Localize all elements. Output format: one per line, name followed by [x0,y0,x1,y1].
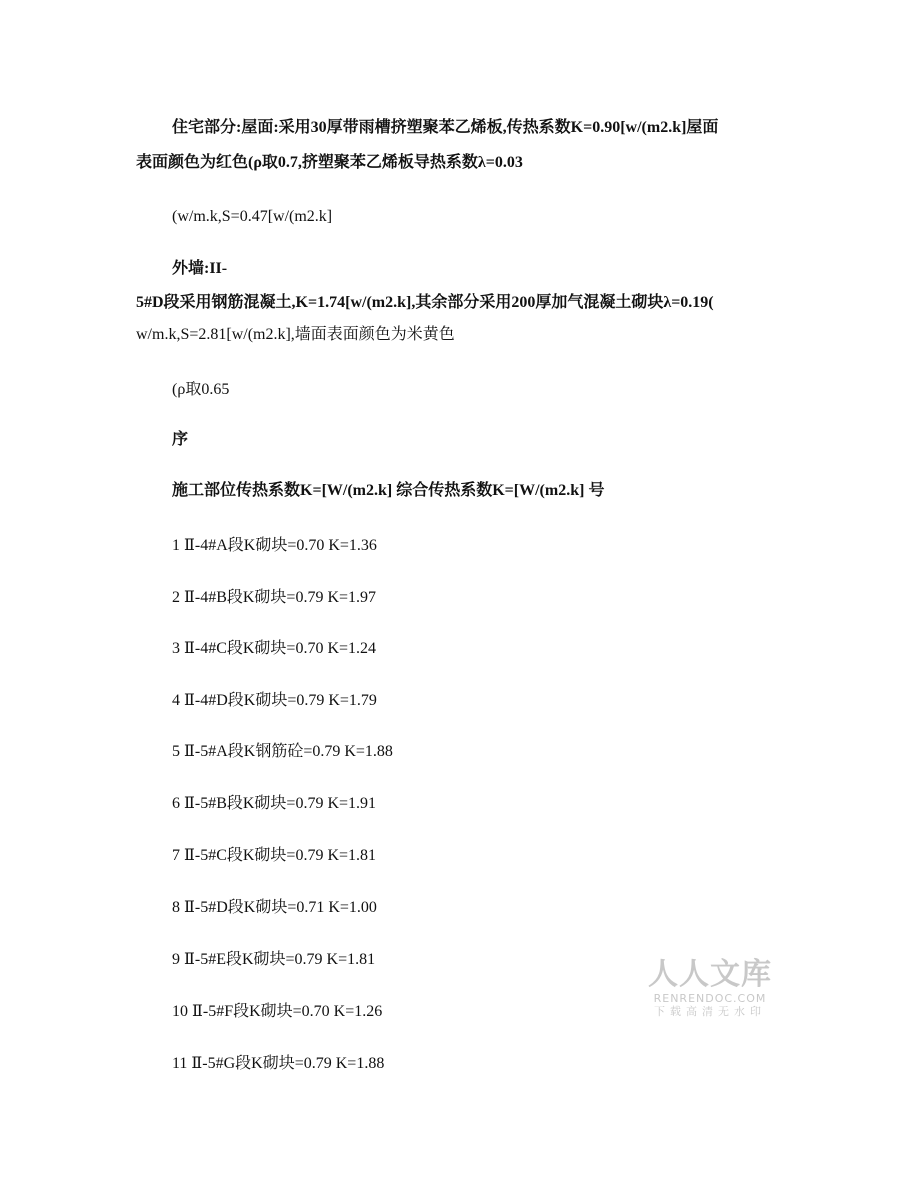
renrendoc-watermark [646,958,774,1024]
table-row: 7 Ⅱ-5#C段K砌块=0.79 K=1.81 [172,847,377,864]
table-header-row: 施工部位传热系数K=[W/(m2.k] 综合传热系数K=[W/(m2.k] 号 [172,482,605,499]
paragraph-wall-line-1: 5#D段采用钢筋混凝土,K=1.74[w/(m2.k],其余部分采用200厚加气混凝土砌块λ=0.19( [136,294,714,311]
watermark-subtitle: 下载高清无水印 [654,1005,766,1018]
table-row: 11 Ⅱ-5#G段K砌块=0.79 K=1.88 [172,1055,385,1072]
table-row: 6 Ⅱ-5#B段K砌块=0.79 K=1.91 [172,795,377,812]
table-row: 8 Ⅱ-5#D段K砌块=0.71 K=1.00 [172,899,377,916]
table-row: 10 Ⅱ-5#F段K砌块=0.70 K=1.26 [172,1003,383,1020]
watermark-title: 人人文库 [648,957,772,992]
table-row: 1 Ⅱ-4#A段K砌块=0.70 K=1.36 [172,537,377,554]
table-row: 4 Ⅱ-4#D段K砌块=0.79 K=1.79 [172,692,377,709]
paragraph-wall-heading: 外墙:II- [172,260,228,277]
paragraph-roof-line-1: 住宅部分:屋面:采用30厚带雨槽挤塑聚苯乙烯板,传热系数K=0.90[w/(m2.k]屋面 [172,119,719,136]
paragraph-roof-line-2: 表面颜色为红色(ρ取0.7,挤塑聚苯乙烯板导热系数λ=0.03 [136,154,523,171]
table-seq-header: 序 [172,431,189,448]
watermark-domain: RENRENDOC.COM [653,992,767,1005]
table-row: 5 Ⅱ-5#A段K钢筋砼=0.79 K=1.88 [172,743,393,760]
table-row: 2 Ⅱ-4#B段K砌块=0.79 K=1.97 [172,589,377,606]
table-row: 3 Ⅱ-4#C段K砌块=0.70 K=1.24 [172,640,377,657]
paragraph-wall-line-2: w/m.k,S=2.81[w/(m2.k],墙面表面颜色为米黄色 [136,326,455,343]
paragraph-wall-line-3: (ρ取0.65 [172,381,230,398]
table-row: 9 Ⅱ-5#E段K砌块=0.79 K=1.81 [172,951,376,968]
paragraph-roof-line-3: (w/m.k,S=0.47[w/(m2.k] [172,208,333,225]
